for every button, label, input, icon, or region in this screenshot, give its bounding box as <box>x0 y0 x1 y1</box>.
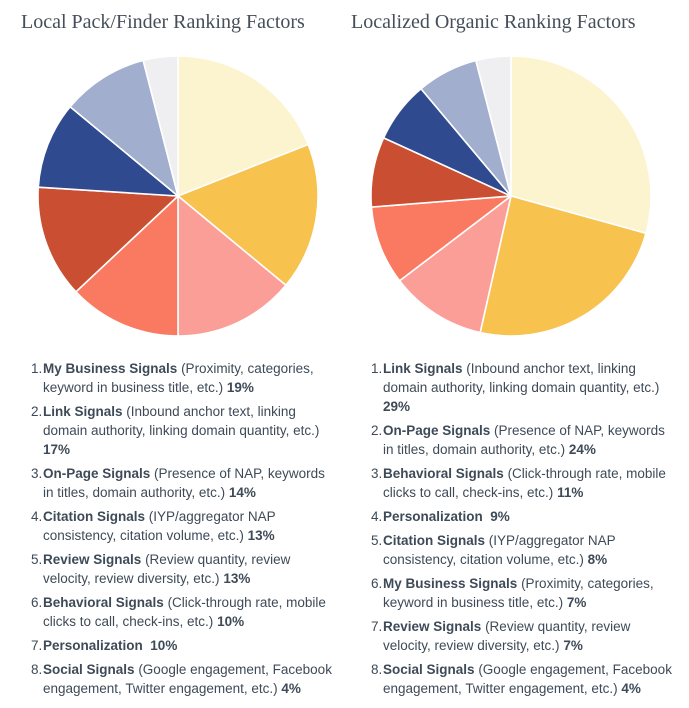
legend-item-review-signals <box>371 617 678 655</box>
legend-item-number: 6. <box>31 595 43 610</box>
localized-organic-pie-chart <box>344 55 689 338</box>
legend-item-percent: 10% <box>217 614 245 629</box>
legend-item-label: Citation Signals <box>383 533 486 548</box>
legend-item-percent: 13% <box>223 571 251 586</box>
legend-item-description: (Presence of NAP, keywords in titles, domain authority, etc.) <box>43 466 325 500</box>
legend-item-description: (Inbound anchor text, linking domain authority, linking domain quantity, etc.) <box>43 404 320 438</box>
legend-item-description: (Google engagement, Facebook engagement, Twitter engagement, etc.) <box>383 662 672 696</box>
legend-item-description: (Review quantity, review velocity, review diversity, etc.) <box>43 552 291 586</box>
legend-item-percent: 13% <box>247 528 275 543</box>
legend-item-description: (Proximity, categories, keyword in business title, etc.) <box>383 576 654 610</box>
legend-item-behavioral-signals <box>371 464 678 502</box>
legend-item-description: (IYP/aggregator NAP consistency, citation volume, etc.) <box>43 509 276 543</box>
localized-organic-panel <box>344 0 689 703</box>
legend-item-label: Review Signals <box>383 619 482 634</box>
legend-item-link-signals <box>31 402 334 459</box>
legend-item-percent: 10% <box>150 638 178 653</box>
legend-item-label: On-Page Signals <box>43 466 151 481</box>
legend-item-percent: 17% <box>43 442 71 457</box>
legend-item-number: 8. <box>371 662 383 677</box>
localized-organic-title: Localized Organic Ranking Factors <box>351 11 636 33</box>
legend-item-label: My Business Signals <box>383 576 518 591</box>
legend-item-number: 7. <box>31 638 43 653</box>
legend-item-description: (Click-through rate, mobile clicks to call, check-ins, etc.) <box>43 595 326 629</box>
legend-item-number: 4. <box>31 509 43 524</box>
legend-item-number: 3. <box>371 466 383 481</box>
legend-item-label: Citation Signals <box>43 509 146 524</box>
legend-item-social-signals <box>371 660 678 698</box>
legend-item-percent: 9% <box>490 509 510 524</box>
legend-item-label: Social Signals <box>383 662 475 677</box>
legend-item-label: Link Signals <box>43 404 123 419</box>
legend-item-percent: 7% <box>566 595 587 610</box>
legend-item-description: (Google engagement, Facebook engagement, Twitter engagement, etc.) <box>43 662 332 696</box>
legend-item-label: Social Signals <box>43 662 135 677</box>
legend-item-number: 1. <box>371 361 383 376</box>
legend-item-number: 5. <box>31 552 43 567</box>
legend-item-number: 1. <box>31 361 43 376</box>
local-pack-legend <box>31 359 334 698</box>
local-pack-title: Local Pack/Finder Ranking Factors <box>21 11 305 33</box>
legend-item-label: Personalization <box>43 638 143 653</box>
legend-item-on-page-signals <box>371 421 678 459</box>
legend-item-social-signals <box>31 660 334 698</box>
legend-item-review-signals <box>31 550 334 588</box>
legend-item-number: 5. <box>371 533 383 548</box>
legend-item-label: On-Page Signals <box>383 423 491 438</box>
legend-item-description: (Proximity, categories, keyword in business title, etc.) <box>43 361 314 395</box>
legend-item-description: (IYP/aggregator NAP consistency, citation volume, etc.) <box>383 533 616 567</box>
legend-item-description: (Presence of NAP, keywords in titles, domain authority, etc.) <box>383 423 665 457</box>
legend-item-link-signals <box>371 359 678 416</box>
legend-item-my-business-signals <box>371 574 678 612</box>
legend-item-label: Personalization <box>383 509 483 524</box>
legend-item-on-page-signals <box>31 464 334 502</box>
legend-item-number: 3. <box>31 466 43 481</box>
legend-item-description: (Click-through rate, mobile clicks to call, check-ins, etc.) <box>383 466 666 500</box>
legend-item-number: 4. <box>371 509 383 524</box>
legend-item-description: (Review quantity, review velocity, review diversity, etc.) <box>383 619 631 653</box>
legend-item-behavioral-signals <box>31 593 334 631</box>
legend-item-my-business-signals <box>31 359 334 397</box>
legend-item-percent: 4% <box>281 681 301 696</box>
legend-item-percent: 4% <box>621 681 641 696</box>
legend-item-number: 8. <box>31 662 43 677</box>
legend-item-number: 7. <box>371 619 383 634</box>
legend-item-number: 2. <box>31 404 43 419</box>
local-pack-pie-chart <box>0 55 344 338</box>
legend-item-label: My Business Signals <box>43 361 178 376</box>
legend-item-description: (Inbound anchor text, linking domain authority, linking domain quantity, etc.) <box>383 361 660 395</box>
localized-organic-legend <box>371 359 678 698</box>
legend-item-citation-signals <box>31 507 334 545</box>
legend-item-number: 6. <box>371 576 383 591</box>
legend-item-percent: 8% <box>587 552 608 567</box>
legend-item-personalization <box>371 507 678 526</box>
local-pack-panel <box>0 0 344 703</box>
legend-item-percent: 24% <box>568 442 596 457</box>
legend-item-percent: 29% <box>383 399 411 414</box>
legend-item-personalization <box>31 636 334 655</box>
legend-item-label: Review Signals <box>43 552 142 567</box>
legend-item-percent: 14% <box>228 485 256 500</box>
legend-item-percent: 7% <box>563 638 583 653</box>
legend-item-number: 2. <box>371 423 383 438</box>
legend-item-label: Behavioral Signals <box>43 595 164 610</box>
legend-item-label: Behavioral Signals <box>383 466 504 481</box>
legend-item-percent: 11% <box>557 485 584 500</box>
legend-item-label: Link Signals <box>383 361 463 376</box>
legend-item-citation-signals <box>371 531 678 569</box>
legend-item-percent: 19% <box>226 380 254 395</box>
